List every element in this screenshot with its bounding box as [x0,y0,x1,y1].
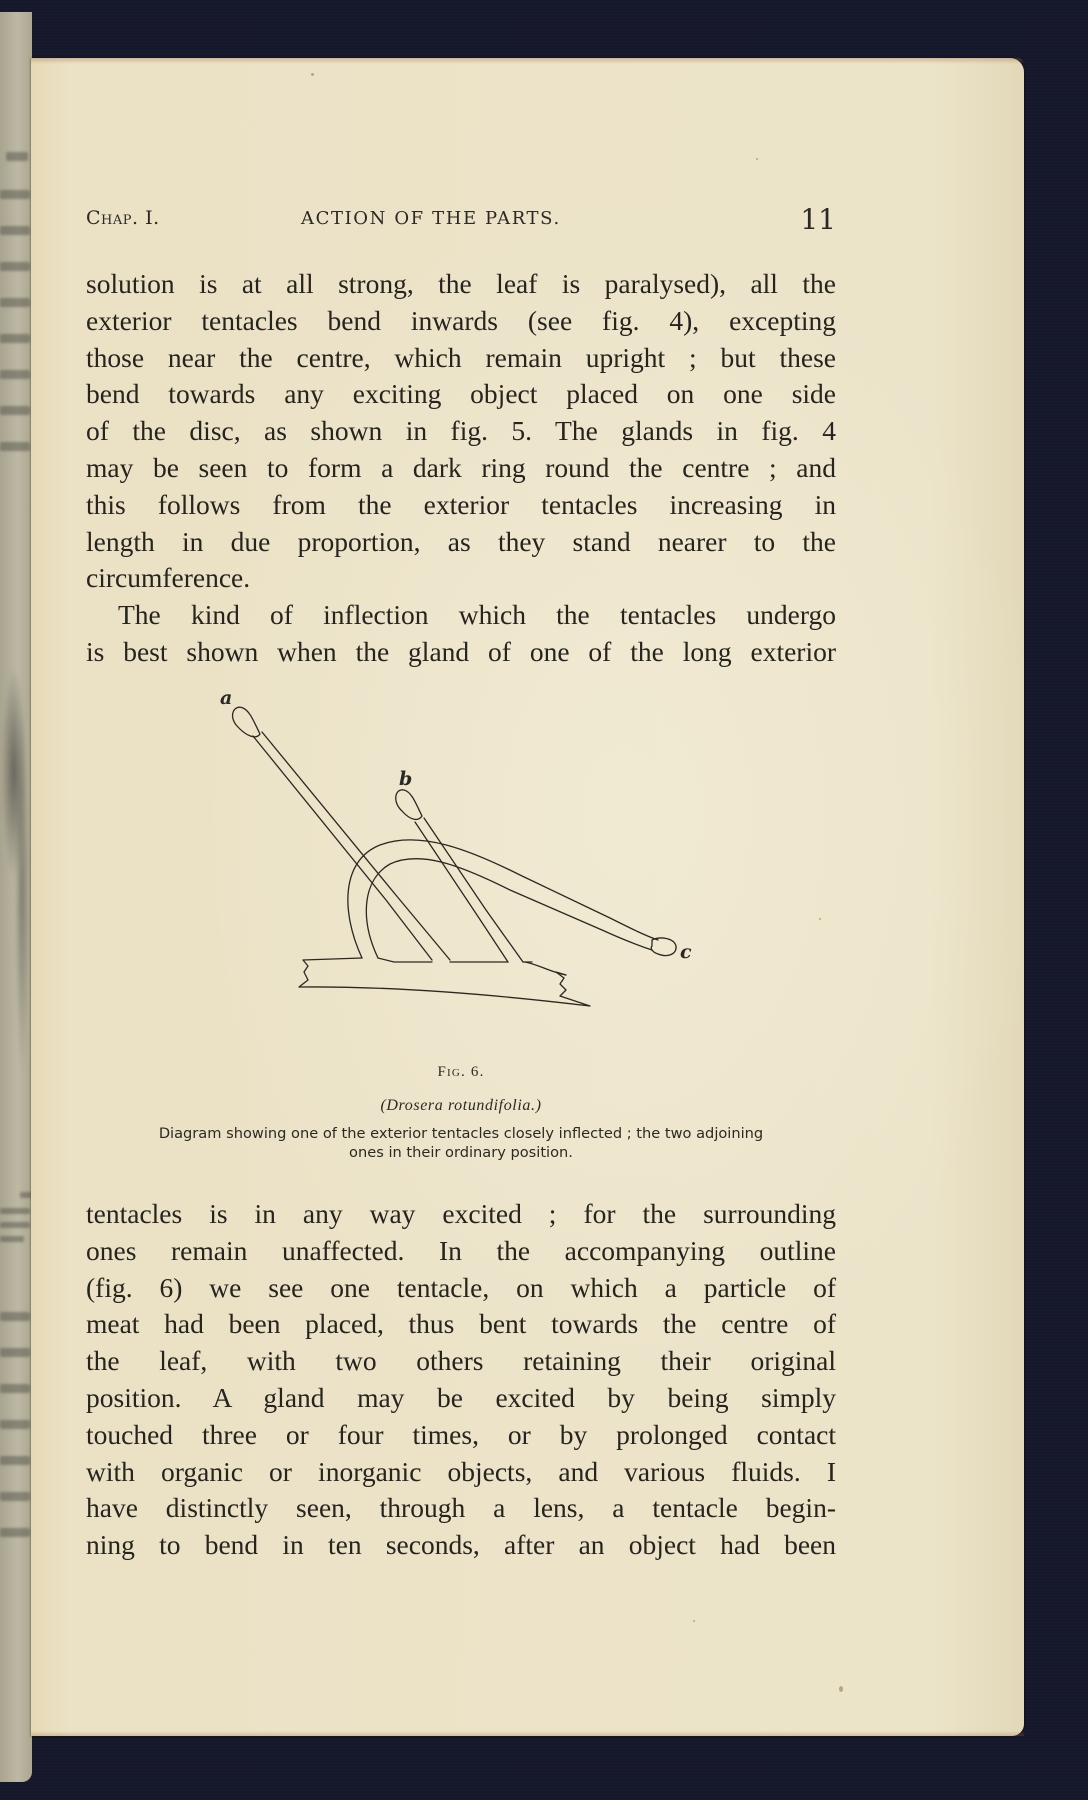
figure-description [86,1124,836,1162]
facing-page-text-ghost [0,1492,30,1501]
text-line: solution is at all strong, the leaf is paralysed), all the [86,268,836,299]
paragraph-2-continued [86,1196,836,1564]
facing-page-text-ghost [0,370,30,379]
text-line: have distinctly seen, through a lens, a tentacle begin- [86,1492,836,1524]
text-line: exterior tentacles bend inwards (see fig. 4), excepting [86,304,836,336]
facing-page-text-ghost [0,1222,30,1228]
text-line: (fig. 6) we see one tentacle, on which a particle of [86,1271,836,1303]
caption-line: Diagram showing one of the exterior tentacles closely inflected ; the two adjoining [158,1125,764,1142]
label-c: c [680,941,692,963]
text-line: bend towards any exciting object placed on one side [86,378,836,410]
label-a: a [220,687,233,709]
figure-6-drosera-tentacles [190,687,730,1060]
facing-page-text-ghost [0,1312,30,1321]
page-number: 11 [800,203,836,236]
facing-page-text-ghost [0,1236,24,1242]
text-line: meat had been placed, thus bent towards the centre of [86,1308,836,1340]
figure-species: (Drosera rotundifolia.) [380,1097,542,1114]
facing-page-text-ghost [0,1208,30,1214]
facing-page-text-ghost [0,1384,30,1393]
tentacle-a-pedicel-right [262,732,450,960]
text-line: ones remain unaffected. In the accompanying outline [86,1234,836,1266]
facing-page-text-ghost [0,1528,30,1537]
text-line: of the disc, as shown in fig. 5. The glands in fig. 4 [86,415,836,447]
text-line: with organic or inorganic objects, and various fluids. I [86,1455,836,1487]
text-line: tentacles is in any way excited ; for the surrounding [86,1198,836,1229]
paragraph-2-start [86,597,836,671]
text-line: may be seen to form a dark ring round the centre ; and [86,451,836,483]
facing-page-text-ghost [0,1348,30,1357]
facing-page-text-ghost [0,442,30,451]
text-line: ning to bend in ten seconds, after an object had been [86,1529,836,1561]
text-line: touched three or four times, or by prolonged contact [86,1418,836,1450]
text-line: The kind of inflection which the tentacles undergo [118,599,836,630]
text-line: the leaf, with two others retaining their original [86,1345,836,1377]
facing-page-text-ghost [0,298,30,307]
tentacle-b-pedicel-left [415,822,508,962]
facing-page-text-ghost [0,262,30,271]
facing-page-edge [0,12,32,1782]
text-line: is best shown when the gland of one of the long exterior [86,635,836,667]
paper-speck [756,158,758,160]
tentacle-c-outer [348,840,658,958]
facing-page-text-ghost [0,1456,30,1465]
paper-speck [839,1686,843,1692]
figure-number: Fig. 6. [437,1064,485,1080]
facing-page-text-ghost [0,1420,30,1429]
chapter-label: Chap. I. [86,207,160,229]
tentacle-c-gland [651,938,676,956]
section-title: ACTION OF THE PARTS. [301,208,561,229]
leaf-disc [299,958,590,1006]
tentacle-a-gland [233,707,260,737]
label-b: b [399,768,413,790]
facing-page-text-ghost [0,406,30,415]
paper-speck [311,73,314,76]
tentacle-b-gland [396,790,422,820]
caption-line: ones in their ordinary position. [349,1144,573,1161]
facing-page-text-ghost [0,190,30,199]
paragraph-1 [86,266,836,597]
text-line: position. A gland may be excited by being simply [86,1381,836,1413]
tentacle-diagram [190,687,730,1060]
tentacle-b-pedicel-right [424,818,523,962]
text-line: those near the centre, which remain upright ; but these [86,341,836,373]
paper-speck [693,1620,695,1622]
text-line: length in due proportion, as they stand nearer to the [86,525,836,557]
facing-page-text-ghost [0,226,30,235]
text-line: this follows from the exterior tentacles increasing in [86,488,836,520]
running-head [86,203,836,236]
text-line: circumference. [86,562,251,594]
paper-speck [819,918,821,920]
facing-page-figure-ghost [0,592,32,1112]
facing-page-text-ghost [6,152,28,161]
facing-page-text-ghost [0,334,30,343]
